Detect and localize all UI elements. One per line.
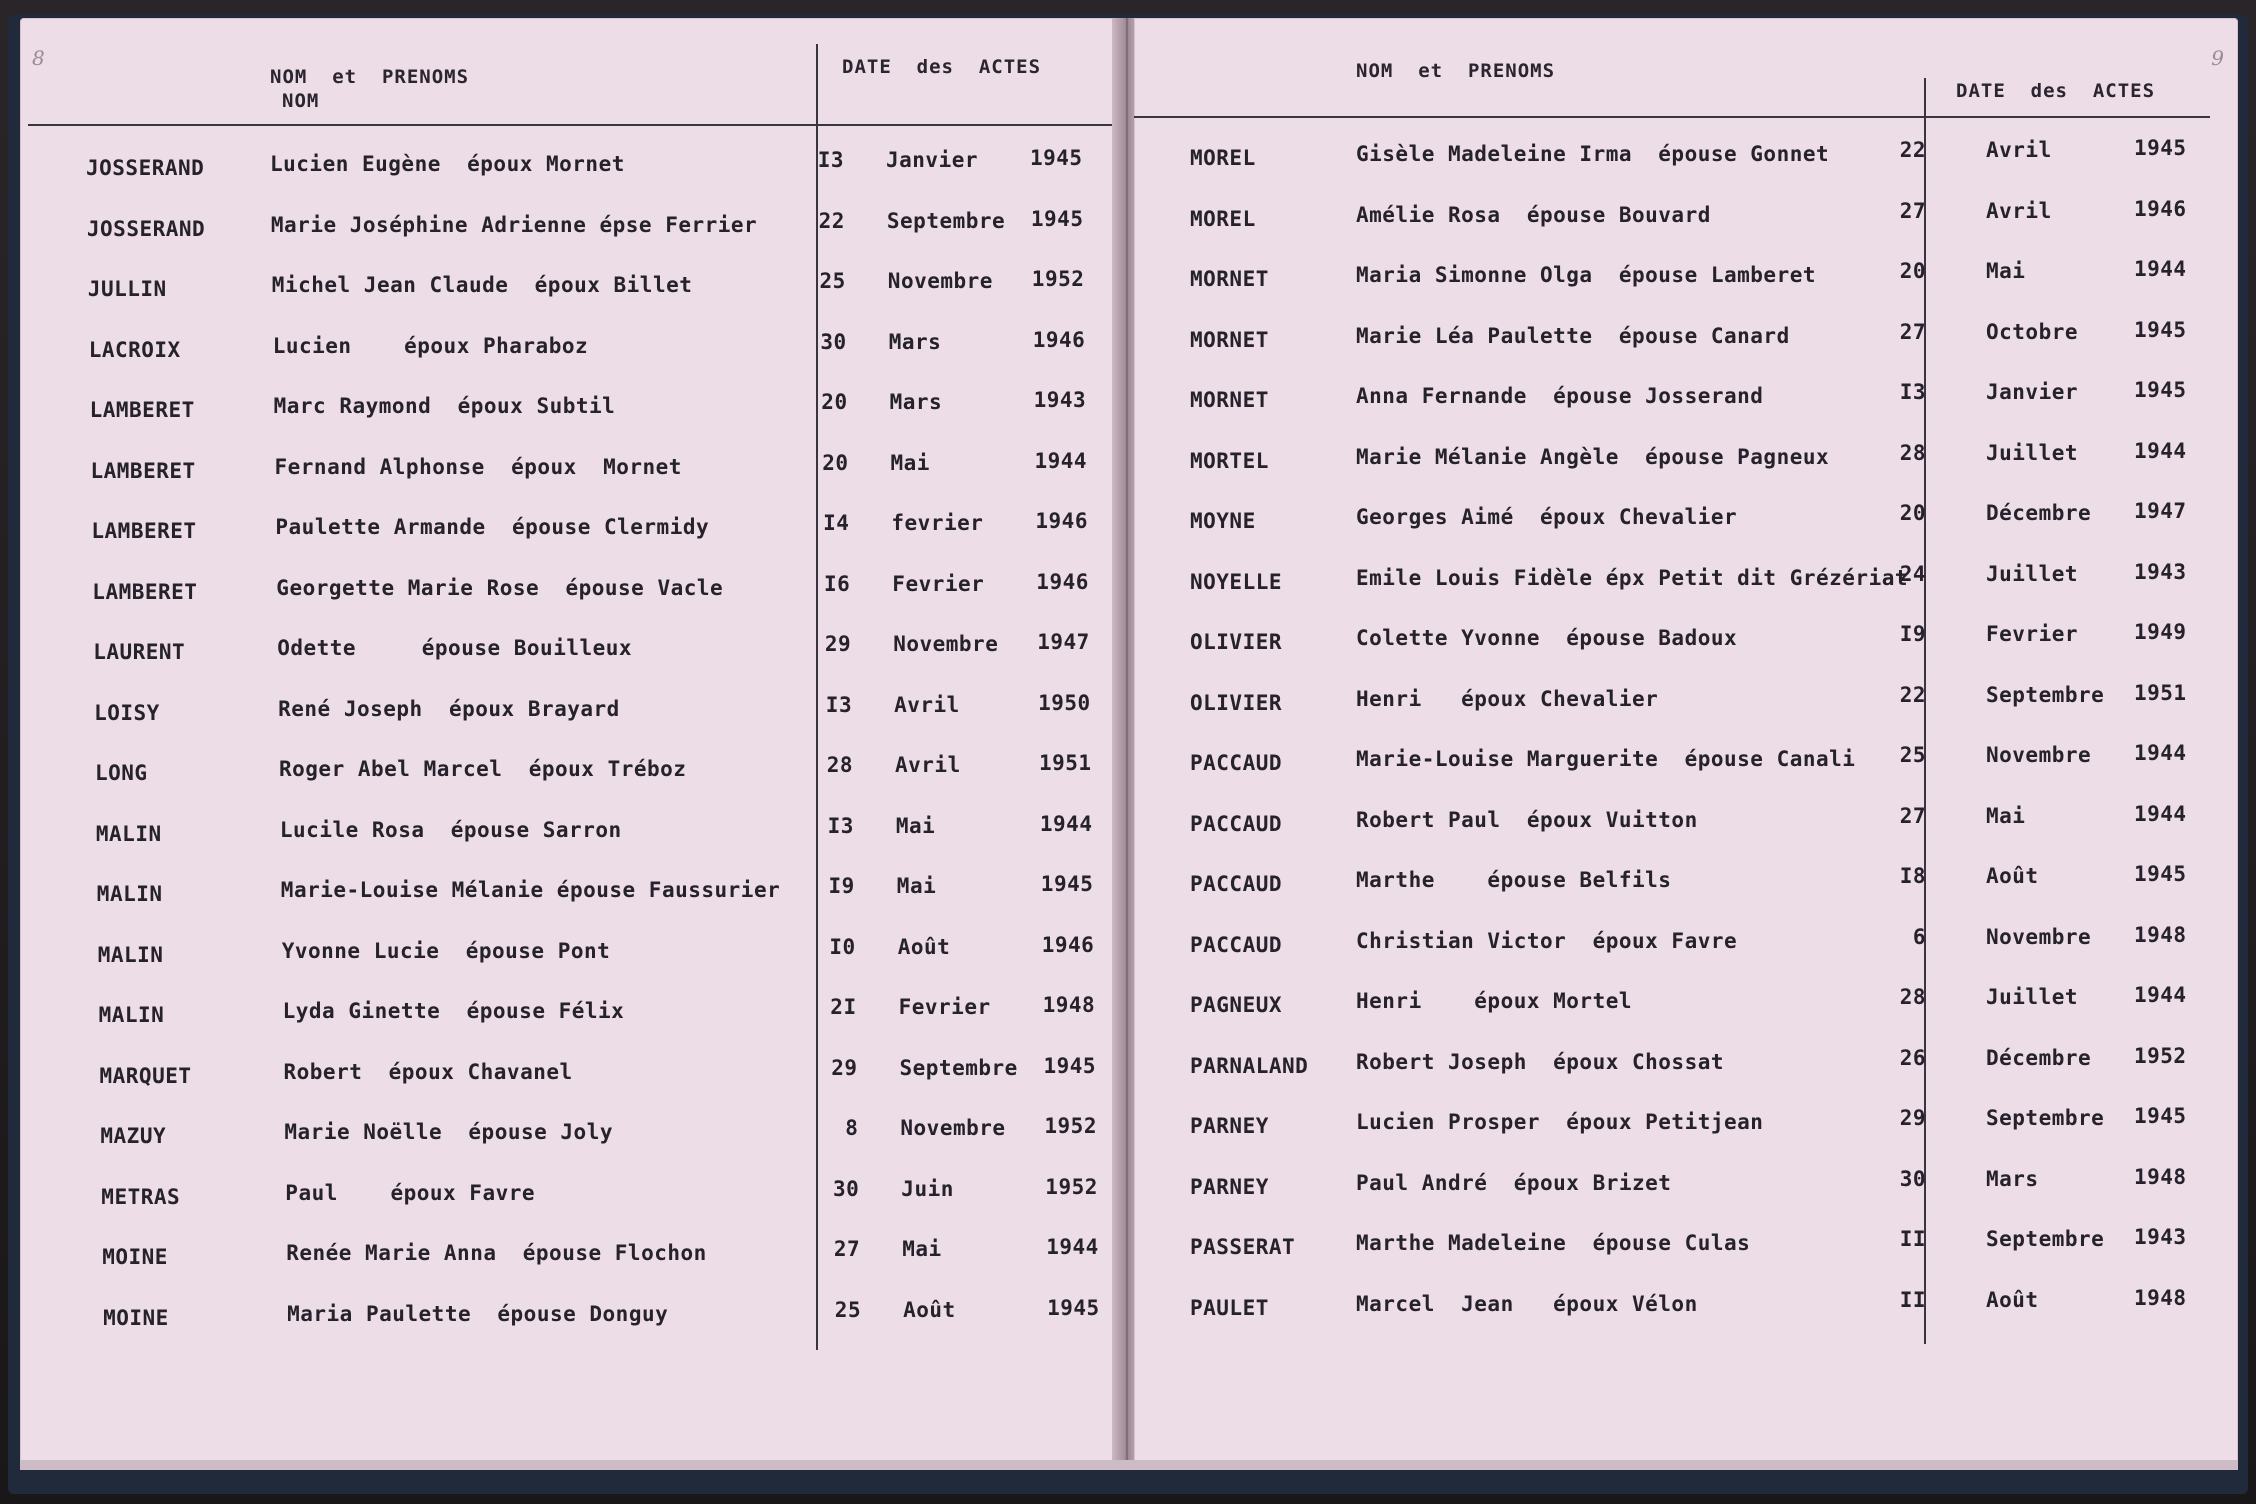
register-entry <box>25 448 1125 499</box>
register-entry <box>26 569 1126 620</box>
year-text: 1948 <box>1042 993 1096 1017</box>
year-text: 1945 <box>1040 872 1094 896</box>
year-text: 1945 <box>2134 378 2187 402</box>
year-text: 1947 <box>2134 499 2187 523</box>
given-names-text: Fernand Alphonse époux Mornet <box>274 454 682 479</box>
day-text: 20 <box>1899 259 1926 283</box>
given-names-text: Lucile Rosa épouse Sarron <box>279 817 622 842</box>
month-text: Avril <box>895 753 961 777</box>
register-entry <box>1134 1104 2238 1154</box>
month-text: Fevrier <box>892 571 985 596</box>
month-text: Novembre <box>1986 924 2092 949</box>
month-text: Mars <box>1986 1166 2039 1191</box>
year-text: 1952 <box>1044 1114 1097 1138</box>
month-text: Juillet <box>1986 561 2079 586</box>
register-entry <box>1134 499 2238 549</box>
surname-text: MORNET <box>1190 267 1269 291</box>
given-names-text: Anna Fernande épouse Josserand <box>1356 384 1764 408</box>
surname-text: OLIVIER <box>1190 630 1283 654</box>
register-entry <box>1134 1164 2238 1215</box>
day-text: I4 <box>823 511 850 535</box>
day-text: 20 <box>821 390 848 414</box>
surname-text: LAMBERET <box>90 458 196 483</box>
given-names-text: René Joseph époux Brayard <box>278 696 620 721</box>
surname-text: LACROIX <box>88 337 181 362</box>
year-text: 1944 <box>2134 983 2187 1007</box>
register-entry <box>35 1174 1135 1225</box>
month-text: Septembre <box>899 1055 1018 1080</box>
register-entry <box>31 872 1131 922</box>
given-names-text: Yvonne Lucie épouse Pont <box>281 938 611 963</box>
day-text: 29 <box>1899 1106 1926 1130</box>
day-text: 24 <box>1899 561 1926 586</box>
month-text: Mai <box>896 874 937 898</box>
given-names-text: Paul époux Favre <box>285 1180 536 1205</box>
register-entry <box>1134 922 2238 973</box>
year-text: 1945 <box>2134 136 2187 160</box>
given-names-text: Roger Abel Marcel époux Tréboz <box>279 757 687 781</box>
day-text: 27 <box>1899 198 1926 223</box>
year-text: 1944 <box>1034 448 1088 473</box>
register-entry <box>25 509 1125 559</box>
month-text: Mai <box>890 450 930 475</box>
right-page <box>1134 18 2238 1468</box>
month-text: Mars <box>889 390 943 414</box>
year-text: 1943 <box>2134 559 2187 584</box>
register-entry <box>20 146 1120 196</box>
date-column-header: DATE des ACTES <box>1956 80 2156 102</box>
year-text: 1948 <box>2134 1285 2187 1310</box>
register-entry <box>1134 1043 2238 1094</box>
given-names-text: Lucien Prosper époux Petitjean <box>1356 1110 1764 1134</box>
year-text: 1945 <box>1030 146 1083 170</box>
given-names-text: Marie Noëlle épouse Joly <box>284 1120 613 1144</box>
month-text: Septembre <box>1986 1227 2105 1251</box>
given-names-text: Maria Simonne Olga épouse Lamberet <box>1356 263 1817 287</box>
given-names-text: Robert Paul époux Vuitton <box>1356 807 1698 832</box>
surname-text: MORNET <box>1190 327 1269 352</box>
surname-text: LONG <box>95 761 148 785</box>
given-names-text: Marcel Jean époux Vélon <box>1356 1291 1698 1316</box>
surname-text: PACCAUD <box>1190 811 1283 836</box>
surname-text: PASSERAT <box>1190 1235 1296 1259</box>
register-entry <box>37 1295 1137 1346</box>
year-text: 1952 <box>2134 1043 2187 1068</box>
year-text: 1944 <box>1039 811 1093 836</box>
day-text: 22 <box>1899 138 1926 162</box>
month-text: Septembre <box>886 208 1006 233</box>
day-text: 25 <box>819 269 846 293</box>
given-names-text: Christian Victor époux Favre <box>1356 928 1738 953</box>
given-names-text: Marie-Louise Marguerite épouse Canali <box>1356 747 1856 771</box>
day-text: I8 <box>1899 864 1926 888</box>
name-column-subheader: NOM <box>282 90 320 112</box>
left-page <box>20 18 1120 1468</box>
surname-text: LOISY <box>94 700 160 725</box>
register-entry <box>28 690 1128 741</box>
surname-text: PACCAUD <box>1190 932 1283 957</box>
surname-text: OLIVIER <box>1190 690 1283 715</box>
page-edge-shadow <box>20 1460 2238 1470</box>
given-names-text: Renée Marie Anna épouse Flochon <box>286 1241 707 1265</box>
given-names-text: Marie Joséphine Adrienne épse Ferrier <box>270 212 758 237</box>
day-text: 30 <box>820 329 847 354</box>
year-text: 1951 <box>2134 680 2187 705</box>
year-text: 1945 <box>1030 206 1084 231</box>
month-text: Août <box>903 1297 956 1322</box>
year-text: 1946 <box>1035 509 1088 533</box>
given-names-text: Amélie Rosa épouse Bouvard <box>1356 202 1711 227</box>
given-names-text: Marie-Louise Mélanie épouse Faussurier <box>280 878 781 902</box>
surname-text: MORTEL <box>1190 448 1269 473</box>
given-names-text: Georges Aimé époux Chevalier <box>1356 505 1738 529</box>
month-text: Janvier <box>886 148 979 172</box>
year-text: 1943 <box>1033 388 1087 412</box>
surname-text: PAGNEUX <box>1190 993 1283 1017</box>
surname-text: PACCAUD <box>1190 872 1283 896</box>
year-text: 1943 <box>2134 1225 2187 1249</box>
given-names-text: Marie Mélanie Angèle épouse Pagneux <box>1356 444 1830 469</box>
given-names-text: Emile Louis Fidèle épx Petit dit Grézériat <box>1356 565 1909 590</box>
day-text: 8 <box>845 1116 859 1140</box>
day-text: II <box>1899 1287 1926 1312</box>
day-text: I0 <box>829 934 856 959</box>
surname-text: MOINE <box>102 1245 168 1269</box>
year-text: 1944 <box>2134 741 2187 765</box>
surname-text: METRAS <box>101 1184 181 1209</box>
given-names-text: Marthe épouse Belfils <box>1356 868 1672 892</box>
surname-text: JULLIN <box>87 277 167 301</box>
given-names-text: Paulette Armande épouse Clermidy <box>275 515 710 539</box>
register-entry <box>1134 559 2238 610</box>
year-text: 1948 <box>2134 1164 2187 1189</box>
year-text: 1948 <box>2134 922 2187 947</box>
register-entry <box>1134 983 2238 1033</box>
day-text: I3 <box>1899 380 1926 404</box>
month-text: Fevrier <box>1986 622 2079 646</box>
day-text: I9 <box>828 874 855 898</box>
year-text: 1945 <box>1047 1295 1100 1320</box>
day-text: 25 <box>1899 743 1926 767</box>
day-text: 27 <box>1899 319 1926 344</box>
surname-text: MOREL <box>1190 206 1256 231</box>
year-text: 1946 <box>1036 569 1089 594</box>
month-text: Décembre <box>1986 1045 2092 1070</box>
month-text: Novembre <box>887 269 993 293</box>
day-text: 27 <box>833 1237 861 1261</box>
register-entry <box>1134 741 2238 791</box>
day-text: I3 <box>825 692 853 717</box>
year-text: 1952 <box>1031 267 1085 291</box>
register-entry <box>36 1235 1136 1285</box>
surname-text: MALIN <box>97 942 164 967</box>
month-text: Mars <box>888 329 942 354</box>
year-text: 1944 <box>1046 1235 1099 1259</box>
month-text: Juillet <box>1986 440 2079 465</box>
month-text: Mai <box>902 1237 942 1261</box>
register-entry <box>1134 257 2238 307</box>
register-entry <box>1134 438 2238 489</box>
register-entry <box>1134 196 2238 247</box>
surname-text: PARNALAND <box>1190 1053 1309 1078</box>
page-number-left: 8 <box>32 46 45 70</box>
register-entry <box>24 388 1124 438</box>
register-entry <box>1134 1225 2238 1275</box>
day-text: 20 <box>1899 501 1926 525</box>
given-names-text: Robert époux Chavanel <box>283 1059 573 1084</box>
date-column-header: DATE des ACTES <box>842 56 1042 78</box>
year-text: 1946 <box>1041 932 1095 957</box>
day-text: 27 <box>1899 803 1926 828</box>
register-entry <box>1134 317 2238 368</box>
surname-text: MOYNE <box>1190 509 1256 533</box>
surname-text: MAZUY <box>100 1124 167 1148</box>
month-text: Avril <box>1986 198 2052 223</box>
page-number-right: 9 <box>2211 46 2224 70</box>
register-entry <box>30 811 1130 862</box>
month-text: Juin <box>901 1176 954 1201</box>
name-column-header: NOM et PRENOMS <box>270 66 470 88</box>
surname-text: MORNET <box>1190 388 1269 412</box>
register-entry <box>21 206 1121 257</box>
given-names-text: Odette épouse Bouilleux <box>277 636 633 660</box>
surname-text: LAMBERET <box>89 398 195 422</box>
day-text: 2I <box>830 995 857 1019</box>
surname-text: JOSSERAND <box>86 156 205 180</box>
day-text: 22 <box>818 208 845 233</box>
day-text: 29 <box>824 632 852 656</box>
header-rule <box>28 124 1120 126</box>
year-text: 1945 <box>2134 862 2187 886</box>
day-text: 25 <box>834 1297 862 1322</box>
register-entry <box>1134 680 2238 731</box>
month-text: Octobre <box>1986 319 2079 344</box>
surname-text: MOINE <box>103 1305 169 1330</box>
month-text: Novembre <box>893 632 999 656</box>
month-text: Septembre <box>1986 682 2105 707</box>
given-names-text: Colette Yvonne épouse Badoux <box>1356 626 1738 650</box>
month-text: Décembre <box>1986 501 2092 525</box>
surname-text: PARNEY <box>1190 1174 1269 1199</box>
day-text: 28 <box>826 753 853 777</box>
month-text: Août <box>1986 1287 2039 1312</box>
given-names-text: Lucien Eugène époux Mornet <box>270 152 625 176</box>
month-text: fevrier <box>891 511 984 535</box>
register-entry <box>27 630 1127 680</box>
given-names-text: Marc Raymond époux Subtil <box>273 394 616 418</box>
register-entry <box>1134 378 2238 428</box>
year-text: 1949 <box>2134 620 2187 644</box>
register-entry <box>1134 620 2238 670</box>
name-column-header: NOM et PRENOMS <box>1356 60 1556 82</box>
month-text: Juillet <box>1986 985 2079 1009</box>
surname-text: MALIN <box>96 882 163 906</box>
day-text: 26 <box>1899 1045 1926 1070</box>
surname-text: PARNEY <box>1190 1114 1269 1138</box>
month-text: Mai <box>1986 259 2026 283</box>
month-text: Août <box>1986 864 2039 888</box>
day-text: 6 <box>1912 924 1926 949</box>
given-names-text: Paul André époux Brizet <box>1356 1170 1672 1195</box>
day-text: I6 <box>824 571 851 596</box>
register-entry <box>1134 862 2238 912</box>
month-text: Avril <box>894 692 960 717</box>
day-text: 29 <box>831 1055 858 1080</box>
surname-text: LAURENT <box>93 640 186 664</box>
day-text: 28 <box>1899 985 1926 1009</box>
register-entry <box>29 751 1129 801</box>
given-names-text: Robert Joseph époux Chossat <box>1356 1049 1725 1074</box>
surname-text: MALIN <box>95 821 162 846</box>
register-entry <box>32 932 1132 983</box>
register-entry <box>33 993 1133 1043</box>
given-names-text: Henri époux Chevalier <box>1356 686 1659 711</box>
surname-text: LAMBERET <box>91 519 197 543</box>
surname-text: LAMBERET <box>92 579 198 604</box>
surname-text: PACCAUD <box>1190 751 1283 775</box>
surname-text: NOYELLE <box>1190 569 1283 594</box>
year-text: 1944 <box>2134 438 2187 463</box>
day-text: I3 <box>827 813 854 838</box>
month-text: Août <box>897 934 951 959</box>
given-names-text: Gisèle Madeleine Irma épouse Gonnet <box>1356 142 1830 166</box>
day-text: 28 <box>1899 440 1926 465</box>
month-text: Mai <box>895 813 936 838</box>
day-text: 30 <box>833 1176 860 1201</box>
year-text: 1944 <box>2134 257 2187 281</box>
given-names-text: Lucien époux Pharaboz <box>272 333 589 358</box>
year-text: 1952 <box>1045 1174 1098 1199</box>
year-text: 1945 <box>1043 1053 1097 1078</box>
month-text: Septembre <box>1986 1106 2105 1130</box>
surname-text: MOREL <box>1190 146 1256 170</box>
given-names-text: Henri époux Mortel <box>1356 989 1633 1013</box>
year-text: 1945 <box>2134 317 2187 342</box>
surname-text: MARQUET <box>99 1063 192 1088</box>
day-text: 22 <box>1899 682 1926 707</box>
given-names-text: Georgette Marie Rose épouse Vacle <box>276 575 724 600</box>
register-entry <box>34 1053 1134 1104</box>
month-text: Avril <box>1986 138 2052 162</box>
year-text: 1947 <box>1037 630 1090 654</box>
day-text: I3 <box>817 148 844 172</box>
day-text: II <box>1899 1227 1926 1251</box>
month-text: Fevrier <box>898 995 991 1019</box>
day-text: 30 <box>1899 1166 1926 1191</box>
day-text: I9 <box>1899 622 1926 646</box>
year-text: 1945 <box>2134 1104 2187 1128</box>
given-names-text: Marthe Madeleine épouse Culas <box>1356 1231 1751 1255</box>
surname-text: JOSSERAND <box>86 216 206 241</box>
register-entry <box>34 1114 1134 1164</box>
year-text: 1944 <box>2134 801 2187 826</box>
register-entry <box>23 327 1123 378</box>
given-names-text: Lyda Ginette épouse Félix <box>282 999 625 1023</box>
month-text: Mai <box>1986 803 2026 828</box>
given-names-text: Marie Léa Paulette épouse Canard <box>1356 323 1790 348</box>
year-text: 1950 <box>1038 690 1091 715</box>
given-names-text: Maria Paulette épouse Donguy <box>287 1301 669 1326</box>
year-text: 1946 <box>1032 327 1086 352</box>
register-entry <box>22 267 1122 317</box>
register-entry <box>1134 801 2238 852</box>
month-text: Novembre <box>900 1116 1006 1140</box>
surname-text: PAULET <box>1190 1295 1269 1320</box>
header-rule <box>1134 116 2210 118</box>
given-names-text: Michel Jean Claude époux Billet <box>271 273 693 297</box>
year-text: 1946 <box>2134 196 2187 221</box>
year-text: 1951 <box>1039 751 1092 775</box>
month-text: Janvier <box>1986 380 2079 404</box>
month-text: Novembre <box>1986 743 2092 767</box>
register-entry <box>1134 1285 2238 1336</box>
surname-text: MALIN <box>98 1003 165 1027</box>
day-text: 20 <box>822 450 849 475</box>
register-entry <box>1134 136 2238 186</box>
